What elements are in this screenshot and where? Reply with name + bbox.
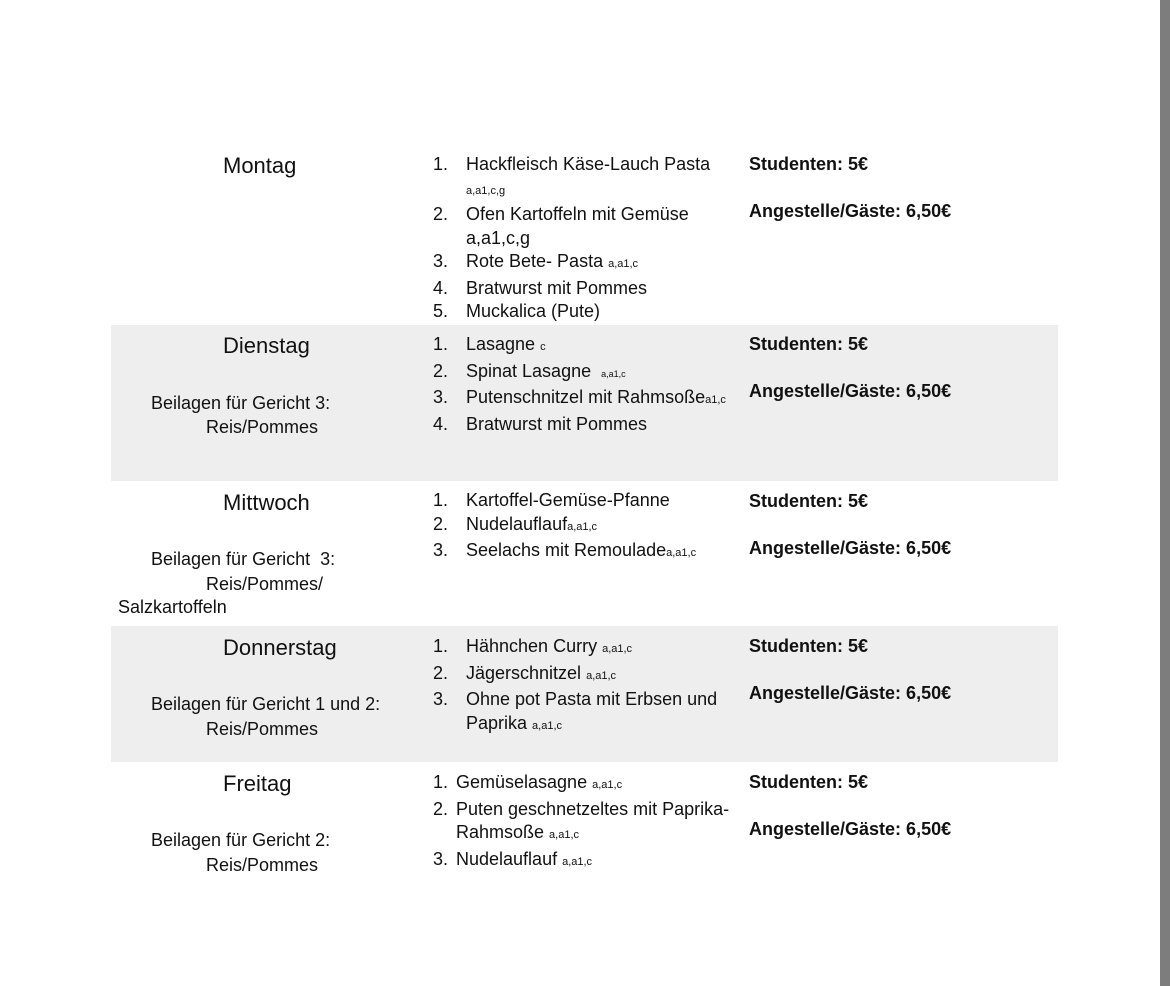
sides-value: Reis/Pommes/ xyxy=(206,574,324,594)
day-title: Mittwoch xyxy=(223,490,310,515)
row-montag xyxy=(111,145,1058,325)
row-mittwoch xyxy=(111,481,1058,626)
dish-item: 2. Nudelauflaufa,a1,c xyxy=(433,513,598,534)
dish-item: 1. Hackfleisch Käse-Lauch Pasta a,a1,c,g xyxy=(433,154,711,197)
dish-item: 2. Jägerschnitzel a,a1,c xyxy=(433,662,617,683)
sides-value: Reis/Pommes xyxy=(206,719,319,739)
price-staff: Angestelle/Gäste: 6,50€ xyxy=(749,201,952,221)
sides-value: Reis/Pommes xyxy=(206,417,319,437)
price-students: Studenten: 5€ xyxy=(749,334,869,354)
dish-item: 1. Gemüselasagne a,a1,c xyxy=(433,772,623,792)
price-staff: Angestelle/Gäste: 6,50€ xyxy=(749,538,952,558)
dish-item: 2. Puten geschnetzeltes mit Paprika-Rahmsoße a,a1,c xyxy=(433,798,730,842)
dish-list xyxy=(433,489,746,566)
dish-item: 3. Putenschnitzel mit Rahmsoßea1,c xyxy=(433,387,726,407)
row-freitag xyxy=(111,762,1058,892)
dish-item: 1. Kartoffel-Gemüse-Pfanne xyxy=(433,490,670,510)
sides-label: Beilagen für Gericht 3: xyxy=(151,393,331,413)
dish-list xyxy=(433,153,746,324)
sides-label: Beilagen für Gericht 3: xyxy=(151,549,336,569)
dish-item: 4. Bratwurst mit Pommes xyxy=(433,277,648,298)
dish-item: 2. Ofen Kartoffeln mit Gemüse a,a1,c,g xyxy=(433,204,689,248)
day-title: Donnerstag xyxy=(223,635,337,660)
sides-label: Beilagen für Gericht 2: xyxy=(151,830,331,850)
dish-list xyxy=(433,635,746,738)
day-title: Dienstag xyxy=(223,333,310,358)
price-staff: Angestelle/Gäste: 6,50€ xyxy=(749,683,952,703)
price-students: Studenten: 5€ xyxy=(749,636,869,656)
price-students: Studenten: 5€ xyxy=(749,154,869,174)
dish-item: 3. Nudelauflauf a,a1,c xyxy=(433,848,593,869)
row-dienstag xyxy=(111,325,1058,481)
price-students: Studenten: 5€ xyxy=(749,772,869,792)
dish-item: 3. Ohne pot Pasta mit Erbsen und Paprika a,a1,c xyxy=(433,689,718,733)
day-title: Freitag xyxy=(223,771,292,796)
price-staff: Angestelle/Gäste: 6,50€ xyxy=(749,819,952,839)
dish-item: 1. Lasagne c xyxy=(433,334,546,354)
day-title: Montag xyxy=(223,153,297,178)
dish-list xyxy=(433,771,736,874)
page-edge xyxy=(1160,0,1170,986)
dish-item: 4. Bratwurst mit Pommes xyxy=(433,413,648,434)
sides-extra: Salzkartoffeln xyxy=(118,597,227,617)
dish-item: 2. Spinat Lasagne a,a1,c xyxy=(433,360,626,381)
sides-value: Reis/Pommes xyxy=(206,855,319,875)
row-donnerstag xyxy=(111,626,1058,762)
price-staff: Angestelle/Gäste: 6,50€ xyxy=(749,381,952,401)
dish-list xyxy=(433,333,746,436)
dish-item: 3. Rote Bete- Pasta a,a1,c xyxy=(433,251,639,271)
sides-label: Beilagen für Gericht 1 und 2: xyxy=(151,694,381,714)
dish-item: 5. Muckalica (Pute) xyxy=(433,301,601,321)
price-students: Studenten: 5€ xyxy=(749,491,869,511)
dish-item: 3. Seelachs mit Remouladea,a1,c xyxy=(433,540,697,560)
dish-item: 1. Hähnchen Curry a,a1,c xyxy=(433,636,633,656)
